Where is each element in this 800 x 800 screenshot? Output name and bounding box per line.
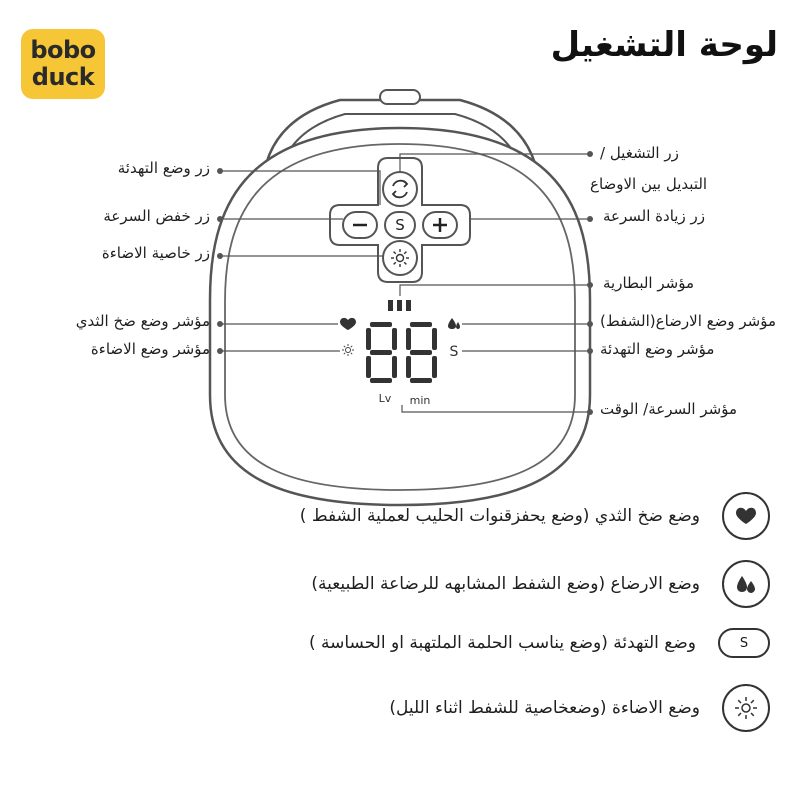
legend-text-relax: وضع التهدئة (وضع يناسب الحلمة الملتهبة او الحساسة ) [308, 633, 696, 653]
power-button [383, 172, 417, 206]
label-speed-up-button: زر زيادة السرعة [603, 207, 705, 225]
label-massage-indicator: مؤشر وضع ضخ الثدي [75, 312, 210, 330]
label-relax-indicator: مؤشر وضع التهدئة [600, 340, 715, 358]
relax-button-label: S [395, 216, 405, 234]
label-power-line1: زر التشغيل / [600, 144, 679, 162]
label-light-indicator: مؤشر وضع الاضاءة [90, 340, 210, 358]
legend-row-massage [300, 492, 770, 540]
light-button [383, 241, 417, 275]
legend-row-light [389, 684, 770, 732]
label-speed-time-indicator: مؤشر السرعة/ الوقت [600, 400, 737, 418]
label-light-button: زر خاصية الاضاءة [101, 244, 210, 262]
s-indicator: S [449, 344, 459, 360]
lv-label: Lv [378, 392, 392, 405]
page-title: لوحة التشغيل [550, 25, 778, 65]
battery-bars [388, 300, 411, 311]
device-top-knob [380, 90, 420, 104]
legend-drops-icon [722, 560, 770, 608]
label-battery-indicator: مؤشر البطارية [603, 274, 694, 292]
label-nursing-indicator: مؤشر وضع الارضاع(الشفط) [600, 312, 777, 330]
min-label: min [409, 394, 431, 407]
legend-text-light: وضع الاضاءة (وضعخاصية للشفط اثناء الليل) [389, 698, 700, 718]
legend-row-relax [309, 628, 770, 658]
legend-text-nursing: وضع الارضاع (وضع الشفط المشابهه للرضاعة الطبيعية) [311, 574, 700, 594]
legend-text-massage: وضع ضخ الثدي (وضع يحفزقنوات الحليب لعملية الشفط ) [299, 506, 700, 526]
label-speed-down-button: زر خفض السرعة [103, 207, 210, 225]
label-relax-button: زر وضع التهدئة [117, 159, 210, 177]
legend-row-nursing [311, 560, 770, 608]
brand-line1: bobo [30, 36, 96, 64]
label-power-line2: التبديل بين الاوضاع [590, 175, 708, 193]
legend-s-pill-icon: S [718, 628, 770, 658]
legend-sun-icon [722, 684, 770, 732]
legend-heart-icon [722, 492, 770, 540]
brand-line2: duck [31, 63, 95, 91]
